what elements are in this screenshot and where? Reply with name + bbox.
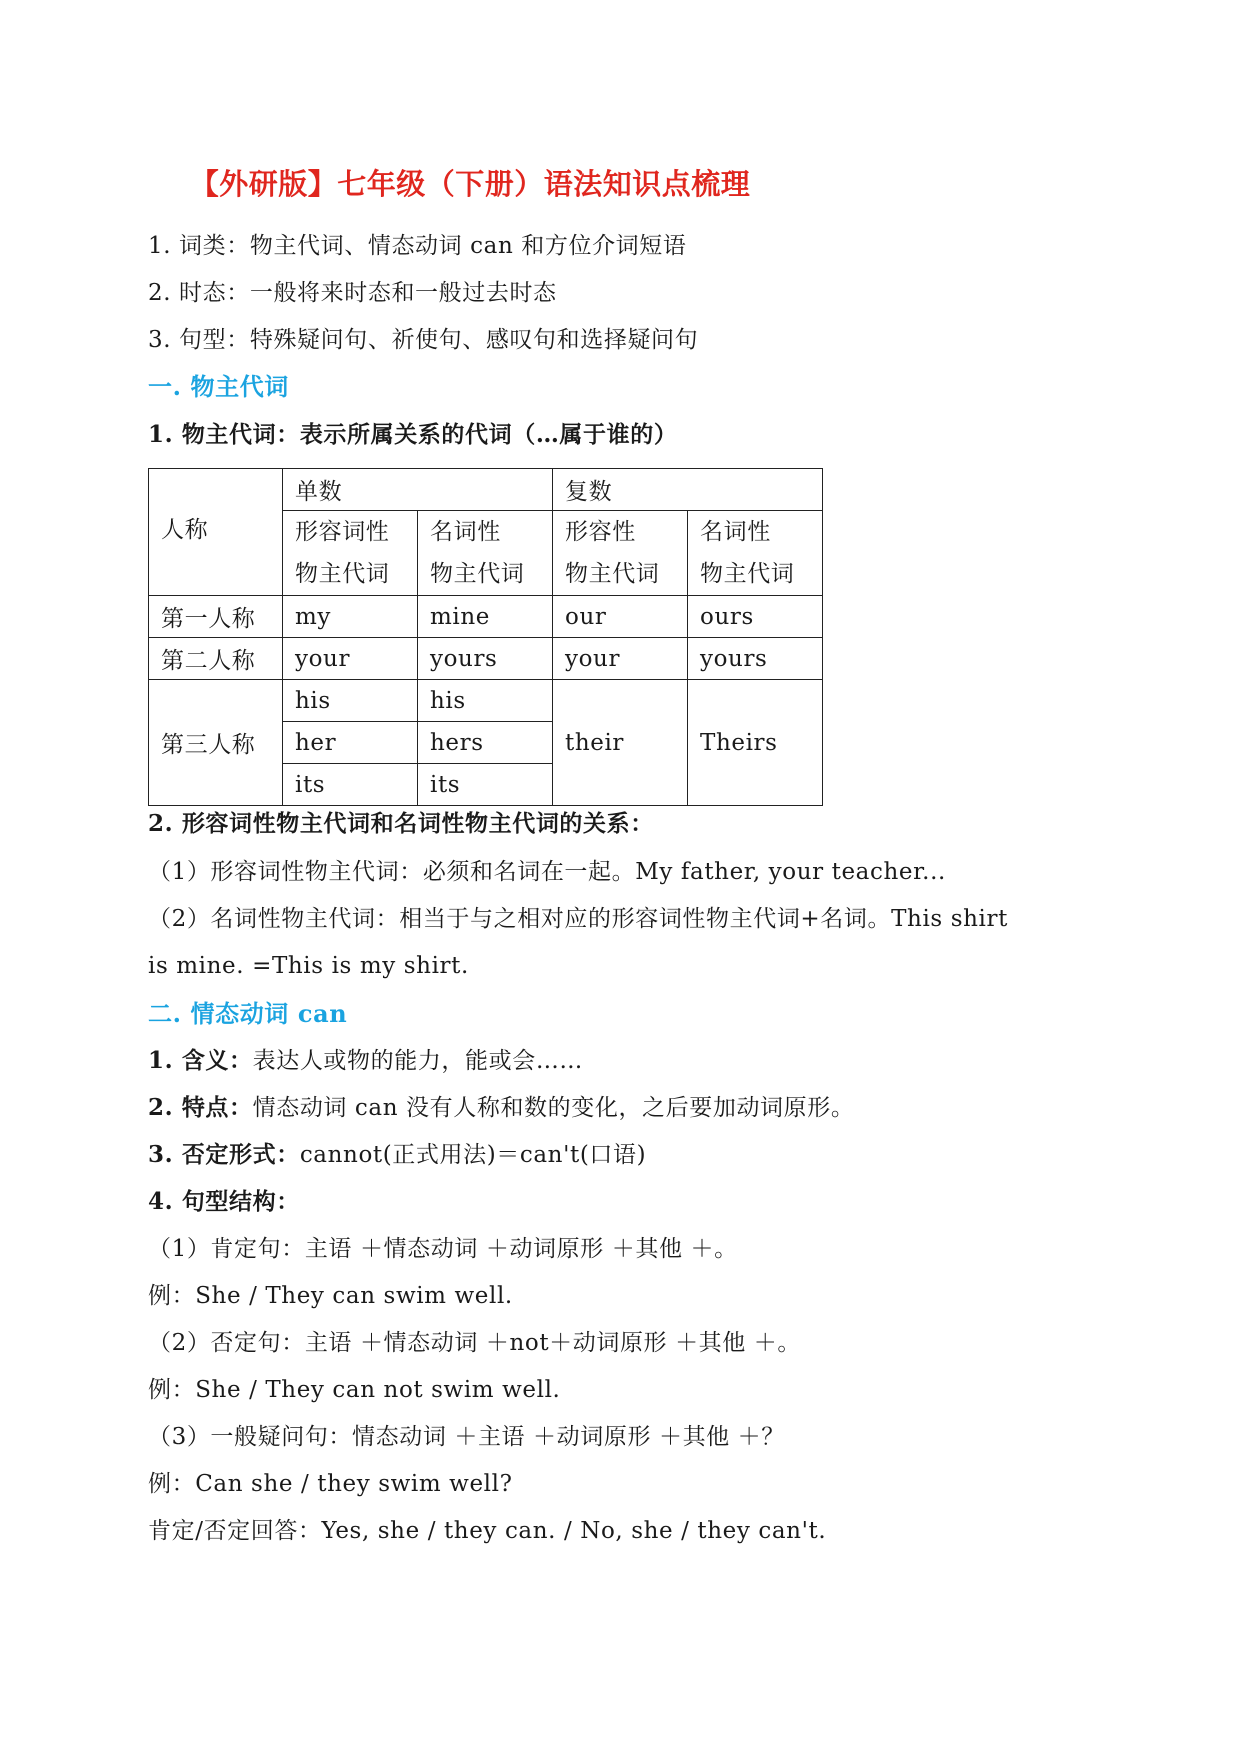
header-line: 物主代词 (295, 561, 390, 587)
pronoun-relation-heading: 2. 形容词性物主代词和名词性物主代词的关系： (148, 810, 654, 837)
table-cell: yours (418, 638, 553, 680)
section-heading-pronouns: 一. 物主代词 (148, 372, 289, 401)
structure-affirmative: （1）肯定句：主语 ＋情态动词 ＋动词原形 ＋其他 ＋。 (148, 1236, 738, 1262)
table-header-noun-singular (418, 511, 553, 596)
table-row (149, 680, 823, 722)
can-negative-form (148, 1140, 646, 1170)
pronoun-relation-2-cont: is mine. =This is my shirt. (148, 953, 469, 979)
table-cell: your (553, 638, 688, 680)
intro-line-1: 1. 词类：物主代词、情态动词 can 和方位介词短语 (148, 233, 687, 259)
table-cell: our (553, 596, 688, 638)
table-cell: his (418, 680, 553, 722)
text: 情态动词 can 没有人称和数的变化，之后要加动词原形。 (252, 1095, 855, 1121)
text: cannot(正式用法)＝can't(口语) (299, 1142, 647, 1168)
row-label: 第二人称 (149, 638, 283, 680)
row-label: 第三人称 (149, 680, 283, 806)
table-row (149, 638, 823, 680)
header-line: 形容性 (565, 519, 636, 545)
table-header-plural: 复数 (553, 469, 823, 511)
table-cell: my (283, 596, 418, 638)
can-feature (148, 1093, 854, 1123)
pronoun-relation-1: （1）形容词性物主代词：必须和名词在一起。My father, your teacher... (148, 859, 946, 885)
table-header-noun-plural (688, 511, 823, 596)
structure-question: （3）一般疑问句：情态动词 ＋主语 ＋动词原形 ＋其他 ＋？ (148, 1424, 785, 1450)
document-title: 【外研版】七年级（下册）语法知识点梳理 (189, 167, 751, 201)
intro-line-2: 2. 时态：一般将来时态和一般过去时态 (148, 280, 557, 306)
label: 3. 否定形式： (148, 1141, 300, 1168)
table-header-adj-plural (553, 511, 688, 596)
structure-negative: （2）否定句：主语 ＋情态动词 ＋not＋动词原形 ＋其他 ＋。 (148, 1330, 801, 1356)
can-sentence-structure: 4. 句型结构： (148, 1188, 300, 1215)
intro-line-3: 3. 句型：特殊疑问句、祈使句、感叹句和选择疑问句 (148, 327, 699, 353)
table-cell: its (283, 764, 418, 806)
header-line: 物主代词 (430, 561, 525, 587)
pronoun-definition: 1. 物主代词：表示所属关系的代词（…属于谁的） (148, 421, 678, 448)
example-negative: 例：She / They can not swim well. (148, 1377, 561, 1403)
header-line: 物主代词 (700, 561, 795, 587)
example-affirmative: 例：She / They can swim well. (148, 1283, 513, 1309)
section-heading-can: 二. 情态动词 can (148, 999, 348, 1028)
header-line: 形容词性 (295, 519, 390, 545)
table-cell: hers (418, 722, 553, 764)
table-cell: Theirs (688, 680, 823, 806)
header-line: 名词性 (430, 519, 501, 545)
text: 表达人或物的能力，能或会…… (252, 1048, 584, 1074)
label: 1. 含义： (148, 1047, 253, 1074)
pronoun-relation-2: （2）名词性物主代词：相当于与之相对应的形容词性物主代词+名词。This shirt (148, 906, 1008, 932)
table-cell: yours (688, 638, 823, 680)
header-line: 名词性 (700, 519, 771, 545)
possessive-pronoun-table (148, 468, 823, 806)
example-question: 例：Can she / they swim well? (148, 1471, 513, 1497)
header-line: 物主代词 (565, 561, 660, 587)
table-header-person: 人称 (149, 469, 283, 596)
table-cell: mine (418, 596, 553, 638)
table-cell: her (283, 722, 418, 764)
table-header-adj-singular (283, 511, 418, 596)
table-cell: his (283, 680, 418, 722)
can-meaning (148, 1046, 583, 1076)
table-cell: their (553, 680, 688, 806)
table-cell: ours (688, 596, 823, 638)
table-cell: your (283, 638, 418, 680)
row-label: 第一人称 (149, 596, 283, 638)
table-cell: its (418, 764, 553, 806)
table-row (149, 596, 823, 638)
label: 2. 特点： (148, 1094, 253, 1121)
table-header-singular: 单数 (283, 469, 553, 511)
answer-examples: 肯定/否定回答：Yes, she / they can. / No, she / they can't. (148, 1518, 827, 1544)
